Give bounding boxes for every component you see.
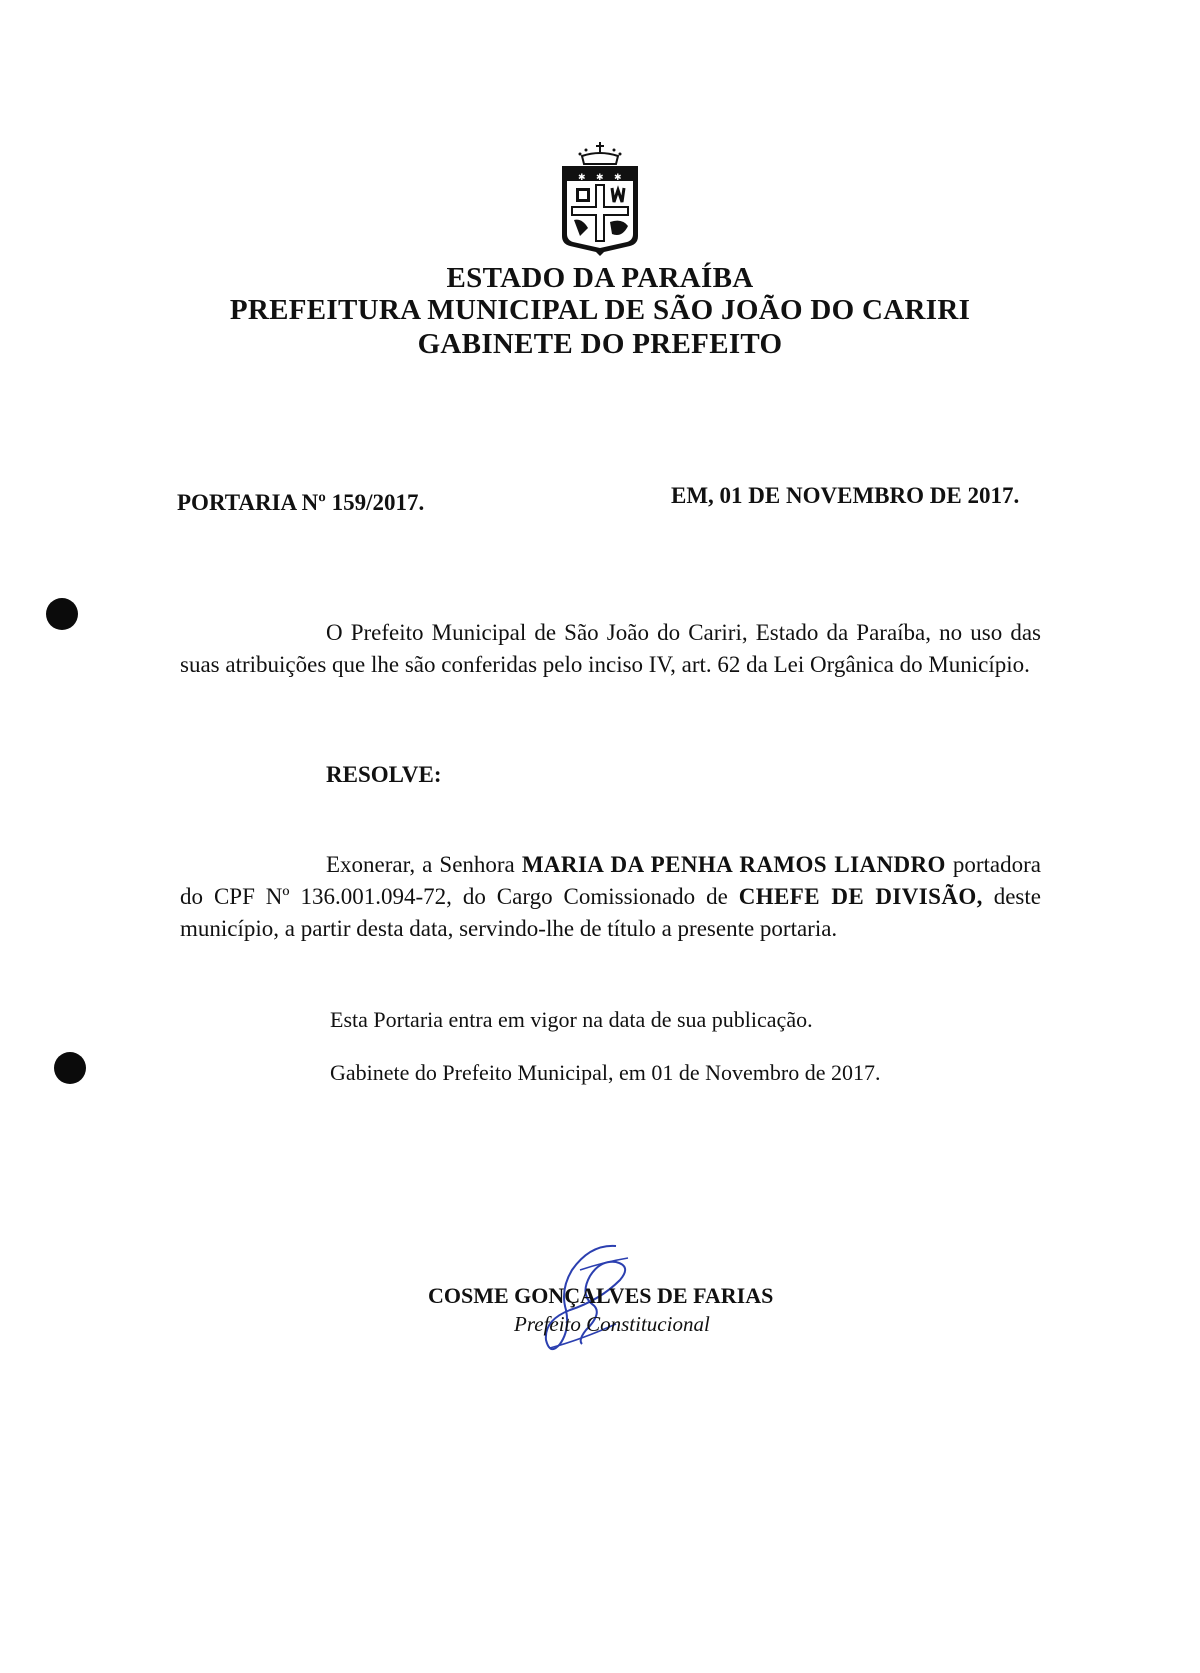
svg-text:✱: ✱ <box>614 173 622 183</box>
signatory-title: Prefeito Constitucional <box>514 1312 710 1336</box>
header-state: ESTADO DA PARAÍBA <box>446 262 754 294</box>
signatory-name: COSME GONÇALVES DE FARIAS <box>428 1283 774 1308</box>
punch-hole <box>54 1052 86 1084</box>
svg-text:✱: ✱ <box>578 173 586 183</box>
punch-hole <box>46 598 78 630</box>
resolve-heading: RESOLVE: <box>326 762 442 787</box>
intro-paragraph: O Prefeito Municipal de São João do Cariri, Estado da Paraíba, no uso das suas atribuições que lhe são conferidas pelo inciso IV, art. 62 da Lei Orgânica do Município. <box>180 620 1041 677</box>
header-municipality: PREFEITURA MUNICIPAL DE SÃO JOÃO DO CARIRI <box>229 294 971 326</box>
decision-paragraph <box>180 849 1041 945</box>
effective-statement: Esta Portaria entra em vigor na data de sua publicação. <box>330 1007 813 1032</box>
place-date-line: Gabinete do Prefeito Municipal, em 01 de Novembro de 2017. <box>330 1060 881 1085</box>
decision-text-3: deste município, a partir desta data, servindo-lhe de título a presente portaria. <box>180 884 1041 941</box>
employee-name: MARIA DA PENHA RAMOS LIANDRO <box>521 852 946 877</box>
coat-of-arms-icon <box>556 140 644 260</box>
header-office: GABINETE DO PREFEITO <box>417 328 783 360</box>
portaria-number: PORTARIA Nº 159/2017. <box>177 490 425 515</box>
portaria-date: EM, 01 DE NOVEMBRO DE 2017. <box>671 483 1020 508</box>
role-name: CHEFE DE DIVISÃO, <box>738 884 983 909</box>
decision-text-2: portadora do CPF Nº 136.001.094-72, do Cargo Comissionado de <box>180 852 1041 909</box>
svg-text:✱: ✱ <box>596 173 604 183</box>
decision-text-1: Exonerar, a Senhora <box>326 852 522 877</box>
